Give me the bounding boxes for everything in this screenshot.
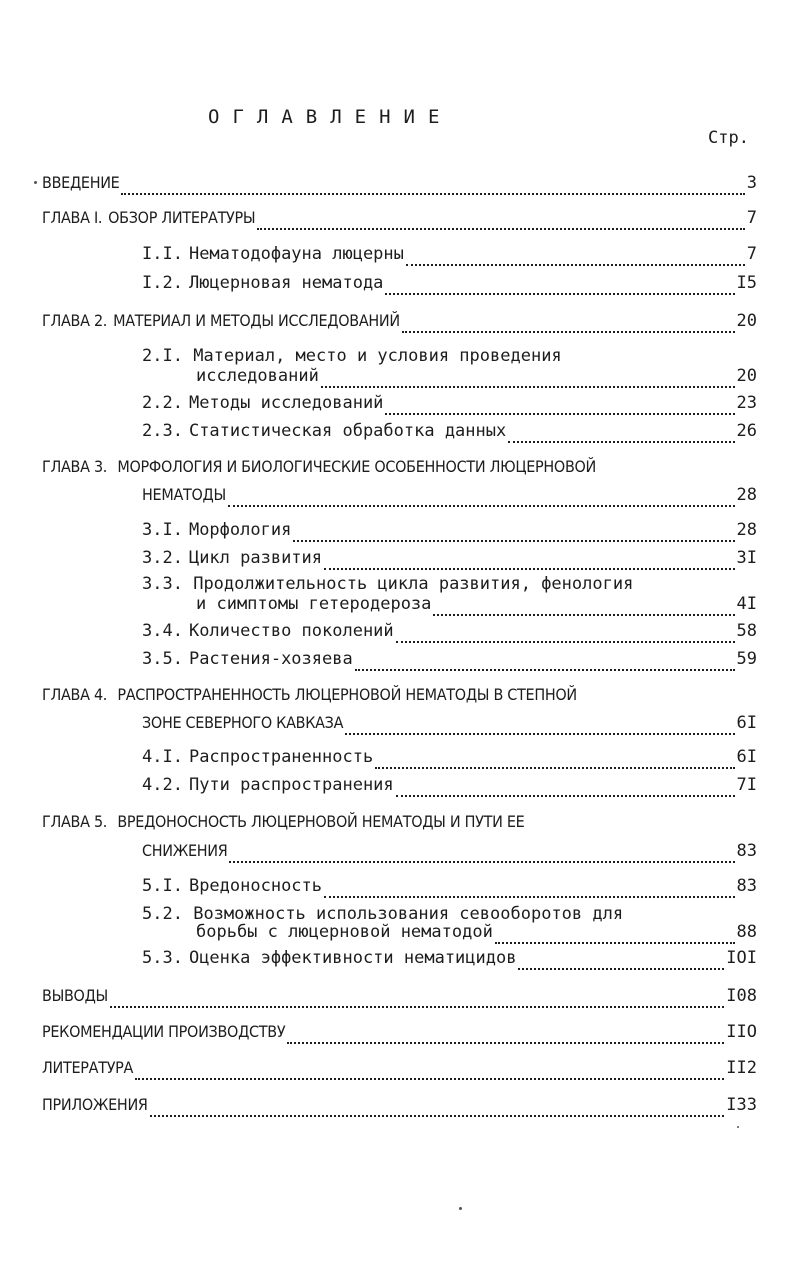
toc-section-1-1	[142, 242, 757, 266]
section-number: 3.4.	[142, 621, 183, 641]
leader-dots	[110, 992, 724, 1008]
toc-section-5-2	[196, 920, 757, 944]
toc-chapter-4-line1	[42, 683, 577, 707]
toc-entry-title: Пути распространения	[188, 775, 394, 795]
toc-entry-title: Распространенность	[188, 747, 374, 767]
chapter-label: ГЛАВА 3.	[42, 457, 108, 476]
toc-entry-page: 83	[736, 841, 757, 861]
section-number: I.2.	[142, 273, 183, 293]
leader-dots	[150, 1101, 725, 1117]
toc-entry-page: I33	[726, 1095, 757, 1115]
chapter-label: ГЛАВА I.	[42, 208, 103, 227]
leader-dots	[355, 655, 735, 671]
scan-speck	[737, 1126, 739, 1128]
toc-section-4-1	[142, 745, 757, 769]
leader-dots	[257, 214, 744, 230]
toc-entry-page: I08	[726, 986, 757, 1006]
toc-entry-introduction	[42, 171, 757, 195]
toc-entry-appendices	[42, 1093, 757, 1117]
toc-section-3-2	[142, 546, 757, 570]
leader-dots	[396, 627, 735, 643]
leader-dots	[229, 847, 734, 863]
toc-entry-page: 7I	[736, 775, 757, 795]
section-number: 5.2.	[142, 904, 183, 924]
toc-entry-title: Цикл развития	[188, 548, 323, 568]
toc-section-3-1	[142, 518, 757, 542]
leader-dots	[495, 928, 735, 944]
leader-dots	[345, 719, 734, 735]
chapter-label: ГЛАВА 2.	[42, 311, 108, 330]
toc-section-3-5	[142, 647, 757, 671]
toc-entry-title: РЕКОМЕНДАЦИИ ПРОИЗВОДСТВУ	[42, 1022, 286, 1041]
leader-dots	[324, 882, 735, 898]
leader-dots	[324, 554, 735, 570]
toc-entry-page: 7	[746, 244, 757, 264]
toc-chapter-4	[142, 711, 757, 735]
toc-entry-title: Методы исследований	[188, 393, 384, 413]
toc-entry-title: ВЫВОДЫ	[42, 986, 108, 1005]
toc-entry-title: ЛИТЕРАТУРА	[42, 1058, 134, 1077]
section-number: 2.3.	[142, 421, 183, 441]
toc-entry-title: борьбы с люцерновой нематодой	[196, 922, 493, 942]
toc-entry-title-line1: Материал, место и условия проведения	[193, 346, 562, 366]
toc-entry-title: Количество поколений	[188, 621, 394, 641]
toc-entry-recommendations	[42, 1020, 757, 1044]
toc-entry-title: Вредоносность	[188, 876, 323, 896]
section-number: 5.3.	[142, 948, 183, 968]
toc-entry-literature	[42, 1056, 757, 1080]
toc-entry-title-line1: ВРЕДОНОСНОСТЬ ЛЮЦЕРНОВОЙ НЕМАТОДЫ И ПУТИ ЕЕ	[117, 812, 525, 831]
leader-dots	[402, 317, 735, 333]
toc-entry-page: 88	[736, 922, 757, 942]
leader-dots	[121, 179, 744, 195]
toc-section-3-4	[142, 619, 757, 643]
toc-entry-title-line1: Возможность использования севооборотов для	[193, 904, 624, 924]
leader-dots	[385, 399, 734, 415]
toc-entry-title: Морфология	[188, 520, 292, 540]
toc-entry-page: 26	[736, 421, 757, 441]
toc-entry-title: Оценка эффективности нематицидов	[188, 948, 517, 968]
leader-dots	[293, 526, 734, 542]
leader-dots	[321, 372, 735, 388]
toc-entry-page: 6I	[736, 747, 757, 767]
leader-dots	[508, 427, 734, 443]
section-number: 4.I.	[142, 747, 183, 767]
leader-dots	[406, 250, 745, 266]
scan-speck	[459, 1207, 462, 1210]
section-number: 2.2.	[142, 393, 183, 413]
toc-section-2-1	[196, 364, 757, 388]
section-number: I.I.	[142, 244, 183, 264]
toc-entry-title: ПРИЛОЖЕНИЯ	[42, 1095, 148, 1114]
toc-section-4-2	[142, 773, 757, 797]
toc-entry-title: МАТЕРИАЛ И МЕТОДЫ ИССЛЕДОВАНИЙ	[113, 311, 400, 330]
toc-entry-title: ВВЕДЕНИЕ	[42, 173, 120, 192]
section-number: 5.I.	[142, 876, 183, 896]
toc-entry-page: IOI	[726, 948, 757, 968]
toc-entry-title: Статистическая обработка данных	[188, 421, 507, 441]
toc-entry-page: II2	[726, 1058, 757, 1078]
section-number: 3.5.	[142, 649, 183, 669]
leader-dots	[228, 491, 735, 507]
leader-dots	[135, 1064, 724, 1080]
toc-entry-title: ЗОНЕ СЕВЕРНОГО КАВКАЗА	[142, 713, 344, 732]
toc-entry-page: IIO	[726, 1022, 757, 1042]
toc-entry-page: 7	[746, 208, 757, 228]
toc-chapter-2	[42, 309, 757, 333]
toc-entry-title: Нематодофауна люцерны	[188, 244, 404, 264]
toc-entry-conclusions	[42, 984, 757, 1008]
toc-section-2-2	[142, 391, 757, 415]
toc-entry-title-line1: Продолжительность цикла развития, фенология	[193, 574, 634, 594]
toc-entry-page: 23	[736, 393, 757, 413]
toc-entry-title: ОБЗОР ЛИТЕРАТУРЫ	[108, 208, 256, 227]
toc-entry-title: Растения-хозяева	[188, 649, 353, 669]
toc-entry-page: 3I	[736, 548, 757, 568]
chapter-label: ГЛАВА 5.	[42, 812, 108, 831]
toc-entry-page: 4I	[736, 594, 757, 614]
toc-entry-page: 6I	[736, 713, 757, 733]
toc-entry-page: 20	[736, 311, 757, 331]
page-column-label: Стр.	[708, 128, 749, 148]
toc-chapter-3	[142, 483, 757, 507]
toc-chapter-5-line1	[42, 810, 524, 834]
toc-entry-page: 3	[746, 173, 757, 193]
section-number: 3.2.	[142, 548, 183, 568]
toc-entry-title: Люцерновая нематода	[188, 273, 384, 293]
toc-heading: ОГЛАВЛЕНИЕ	[208, 106, 453, 128]
section-number: 4.2.	[142, 775, 183, 795]
toc-section-5-1	[142, 874, 757, 898]
toc-entry-page: 83	[736, 876, 757, 896]
toc-section-1-2	[142, 271, 757, 295]
toc-entry-page: 59	[736, 649, 757, 669]
leader-dots	[375, 753, 734, 769]
leader-dots	[287, 1028, 724, 1044]
toc-entry-page: I5	[736, 273, 757, 293]
section-number: 3.I.	[142, 520, 183, 540]
toc-entry-title-line1: РАСПРОСТРАНЕННОСТЬ ЛЮЦЕРНОВОЙ НЕМАТОДЫ В СТЕПНОЙ	[117, 685, 577, 704]
leader-dots	[433, 600, 734, 616]
toc-entry-title: НЕМАТОДЫ	[142, 485, 226, 504]
toc-chapter-1	[42, 206, 757, 230]
toc-section-3-3	[196, 592, 757, 616]
toc-chapter-3-line1	[42, 455, 596, 479]
leader-dots	[385, 279, 734, 295]
toc-entry-title: исследований	[196, 366, 319, 386]
leader-dots	[396, 781, 735, 797]
scan-speck	[34, 181, 37, 184]
toc-entry-title-line1: МОРФОЛОГИЯ И БИОЛОГИЧЕСКИЕ ОСОБЕННОСТИ ЛЮЦЕРНОВОЙ	[117, 457, 597, 476]
toc-section-5-3	[142, 946, 757, 970]
leader-dots	[518, 954, 724, 970]
section-number: 3.3.	[142, 574, 183, 594]
toc-entry-page: 28	[736, 485, 757, 505]
toc-entry-page: 20	[736, 366, 757, 386]
toc-entry-title: СНИЖЕНИЯ	[142, 841, 228, 860]
toc-chapter-5	[142, 839, 757, 863]
section-number: 2.I.	[142, 346, 183, 366]
toc-section-2-3	[142, 419, 757, 443]
toc-entry-page: 58	[736, 621, 757, 641]
toc-entry-title: и симптомы гетеродероза	[196, 594, 432, 614]
toc-entry-page: 28	[736, 520, 757, 540]
chapter-label: ГЛАВА 4.	[42, 685, 108, 704]
